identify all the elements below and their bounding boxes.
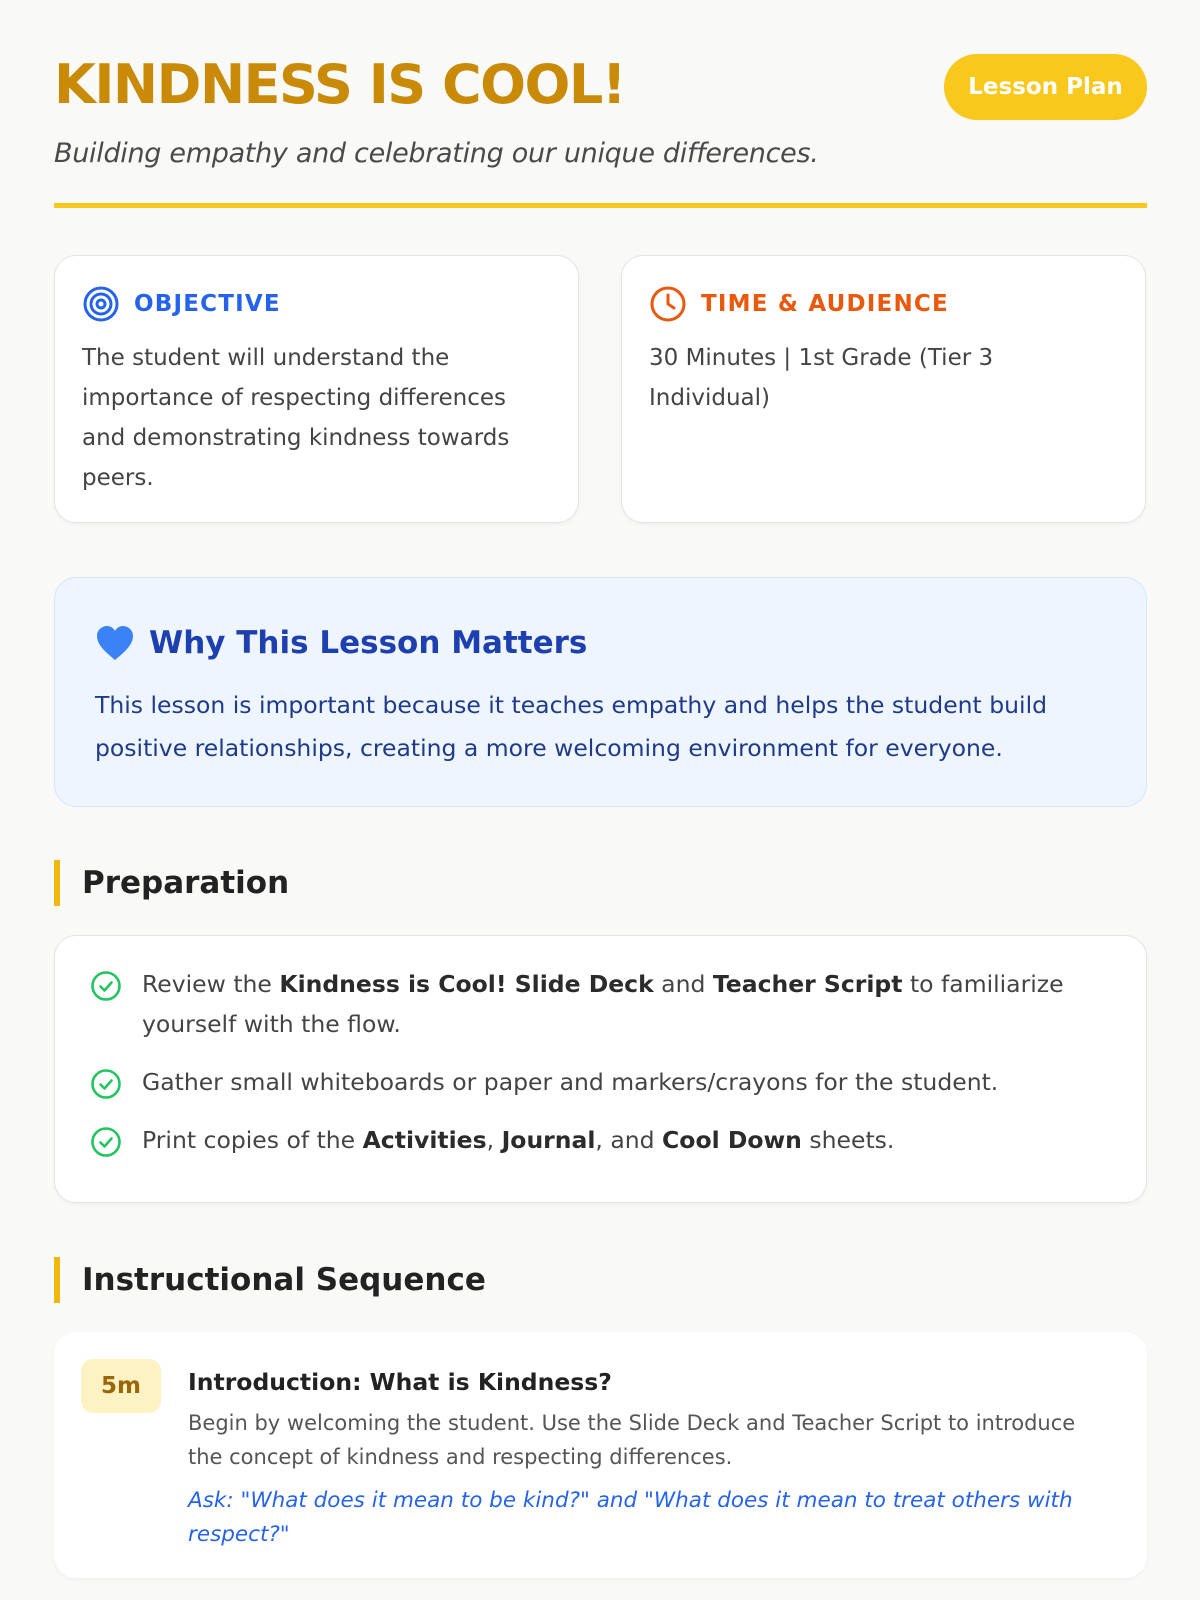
heart-icon bbox=[95, 624, 135, 662]
text-segment: to familiarize yourself with the flow. bbox=[142, 970, 1064, 1038]
text-segment: Print copies of the bbox=[142, 1126, 363, 1154]
bold-text: Cool Down bbox=[662, 1126, 802, 1154]
objective-label: OBJECTIVE bbox=[134, 291, 281, 317]
text-segment: and bbox=[653, 970, 713, 998]
why-title: Why This Lesson Matters bbox=[149, 625, 588, 661]
page-subtitle: Building empathy and celebrating our unique differences. bbox=[54, 138, 819, 169]
lesson-plan-badge: Lesson Plan bbox=[944, 54, 1147, 120]
objective-header bbox=[82, 284, 551, 324]
text-segment: sheets. bbox=[801, 1126, 895, 1154]
step-ask-prompt: Ask: "What does it mean to be kind?" and "What does it mean to treat others with respect?" bbox=[188, 1488, 1073, 1547]
preparation-item bbox=[90, 964, 1111, 1044]
time-audience-label: TIME & AUDIENCE bbox=[701, 291, 949, 317]
preparation-item bbox=[90, 1062, 1111, 1102]
page-title: KINDNESS IS COOL! bbox=[54, 53, 625, 116]
text-segment: Review the bbox=[142, 970, 280, 998]
time-audience-card bbox=[621, 255, 1146, 523]
lesson-plan-page bbox=[54, 0, 1147, 1547]
bold-text: Activities bbox=[362, 1126, 487, 1154]
preparation-list bbox=[54, 935, 1147, 1203]
bold-text: Kindness is Cool! Slide Deck bbox=[279, 970, 654, 998]
instructional-sequence-heading: Instructional Sequence bbox=[54, 1257, 654, 1303]
time-audience-text: 30 Minutes | 1st Grade (Tier 3 Individual) bbox=[649, 345, 994, 411]
sequence-step bbox=[54, 1332, 1147, 1578]
preparation-item-text bbox=[142, 1120, 894, 1160]
why-lesson-matters-box bbox=[54, 577, 1147, 807]
bold-text: Journal bbox=[501, 1126, 596, 1154]
why-text: This lesson is important because it teaches empathy and helps the student build positive relationships, creating a more welcoming environment for everyone. bbox=[95, 691, 1048, 762]
text-segment: Gather small whiteboards or paper and markers/crayons for the student. bbox=[142, 1068, 999, 1096]
why-header bbox=[95, 618, 1106, 668]
objective-card bbox=[54, 255, 579, 523]
text-segment: , and bbox=[595, 1126, 663, 1154]
step-description: Begin by welcoming the student. Use the Slide Deck and Teacher Script to introduce the concept of kindness and respecting differences. bbox=[188, 1411, 1076, 1469]
check-circle-icon bbox=[90, 1126, 122, 1158]
bold-text: Teacher Script bbox=[712, 970, 903, 998]
preparation-item-text bbox=[142, 1062, 998, 1102]
check-circle-icon bbox=[90, 970, 122, 1002]
clock-icon bbox=[649, 285, 687, 323]
preparation-item-text bbox=[142, 964, 1111, 1044]
page-header bbox=[54, 0, 1147, 208]
step-content bbox=[188, 1362, 1108, 1552]
target-icon bbox=[82, 285, 120, 323]
text-segment: , bbox=[486, 1126, 502, 1154]
preparation-item bbox=[90, 1120, 1111, 1160]
objective-text: The student will understand the importance of respecting differences and demonstrating kindness towards peers. bbox=[82, 345, 510, 491]
step-title: Introduction: What is Kindness? bbox=[188, 1368, 612, 1396]
check-circle-icon bbox=[90, 1068, 122, 1100]
preparation-heading: Preparation bbox=[54, 860, 654, 906]
step-duration-badge: 5m bbox=[81, 1359, 161, 1413]
time-audience-header bbox=[649, 284, 1118, 324]
